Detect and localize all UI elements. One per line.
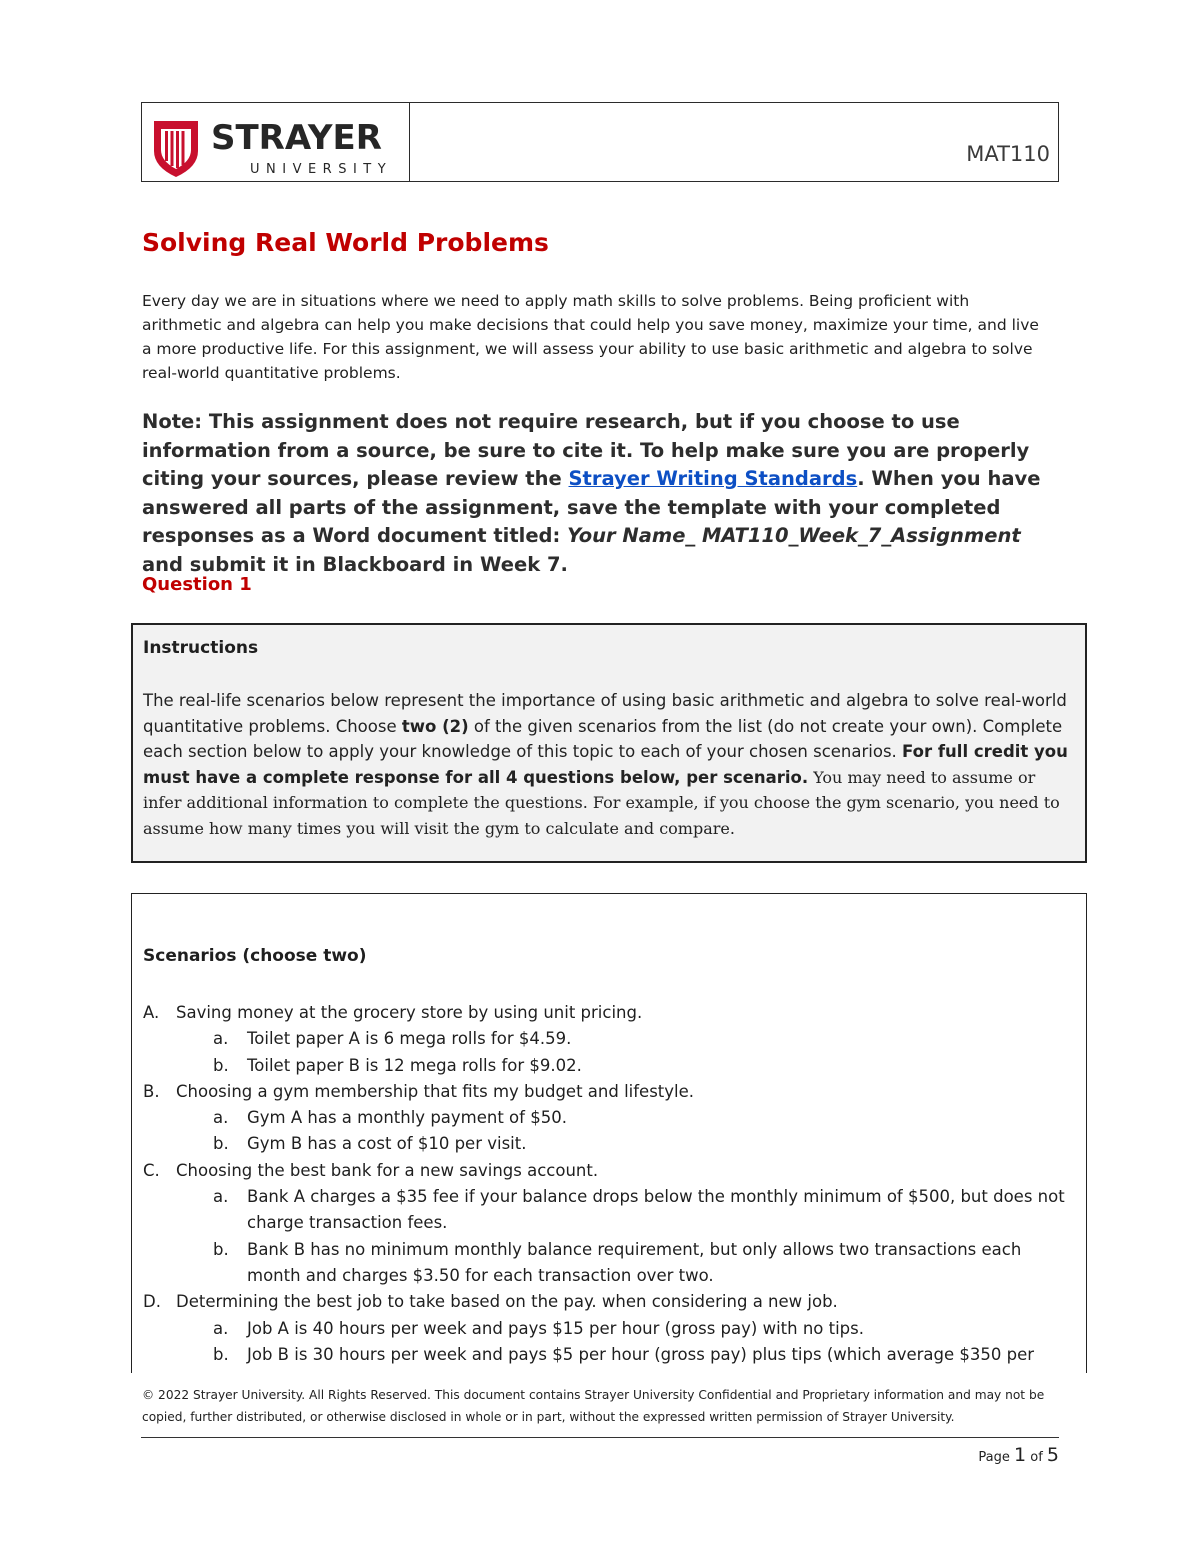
page-word: Page xyxy=(978,1450,1010,1465)
instructions-text-3: You may need to assume or infer additional information to complete the questions. For example, if you choose the gym scenario, you need to assume how many times you will visit the gym to calculate and compare. xyxy=(143,767,1060,838)
list-item xyxy=(143,1079,1078,1105)
header-divider xyxy=(409,102,410,182)
sub-list-item xyxy=(143,1131,1078,1157)
list-item xyxy=(143,1158,1078,1184)
sub-list-item xyxy=(143,1342,1078,1366)
page-title: Solving Real World Problems xyxy=(142,228,549,257)
item-text: Choosing the best bank for a new savings account. xyxy=(176,1160,599,1180)
item-text: Choosing a gym membership that fits my budget and lifestyle. xyxy=(176,1081,695,1101)
scenarios-list xyxy=(143,1000,1078,1366)
item-label: b. xyxy=(213,1055,229,1075)
item-label: a. xyxy=(213,1187,229,1207)
page-current: 1 xyxy=(1014,1444,1027,1466)
course-code: MAT110 xyxy=(966,142,1050,166)
instructions-body xyxy=(143,688,1073,841)
note-filename: Your Name_ MAT110_Week_7_Assignment xyxy=(567,524,1021,547)
shield-icon xyxy=(150,117,400,179)
item-text: Gym A has a monthly payment of $50. xyxy=(247,1108,567,1128)
sub-list-item xyxy=(143,1316,1078,1342)
item-label: a. xyxy=(213,1318,229,1338)
page-number xyxy=(978,1444,1059,1466)
question-heading: Question 1 xyxy=(142,574,252,595)
note-paragraph xyxy=(142,408,1067,579)
list-item xyxy=(143,1000,1078,1026)
footer-divider xyxy=(141,1437,1059,1438)
item-text: Saving money at the grocery store by using unit pricing. xyxy=(176,1003,643,1022)
note-text-1: Note: This assignment does not require research, but if you choose to use information from a source, be sure to cite it. To help make sure you are properly citing your sources, please review the xyxy=(142,410,1030,490)
item-text: Determining the best job to take based on the pay. when considering a new job. xyxy=(176,1292,838,1312)
item-label: A. xyxy=(143,1003,160,1022)
page-of: of xyxy=(1030,1450,1043,1465)
note-text-3: and submit it in Blackboard in Week 7. xyxy=(142,552,568,576)
intro-paragraph: Every day we are in situations where we need to apply math skills to solve problems. Being proficient with arithmetic and algebra can help you make decisions that could help you save money, maximize your time, and live a more productive life. For this assignment, we will assess your ability to use basic arithmetic and algebra to solve real-world quantitative problems. xyxy=(142,292,1039,382)
instructions-text-1: The real-life scenarios below represent the importance of using basic arithmetic and algebra to solve real-world quantitative problems. Choose xyxy=(143,691,1067,736)
item-text: Toilet paper A is 6 mega rolls for $4.59. xyxy=(247,1029,572,1049)
note-text-2: . When you have answered all parts of the assignment, save the template with your completed responses as a Word document titled: xyxy=(142,467,1041,547)
logo-wordmark: STRAYER xyxy=(211,118,382,158)
scenarios-heading: Scenarios (choose two) xyxy=(143,946,367,966)
item-label: b. xyxy=(213,1239,229,1259)
page-total: 5 xyxy=(1046,1444,1059,1466)
item-text: Gym B has a cost of $10 per visit. xyxy=(247,1134,527,1154)
item-text: Job B is 30 hours per week and pays $5 per hour (gross pay) plus tips (which average $350 per xyxy=(247,1344,1035,1364)
logo-subtitle: UNIVERSITY xyxy=(250,162,393,177)
item-text: Bank A charges a $35 fee if your balance drops below the monthly minimum of $500, but does not charge transaction fees. xyxy=(247,1187,1065,1233)
list-item xyxy=(143,1289,1078,1315)
copyright-notice: © 2022 Strayer University. All Rights Reserved. This document contains Strayer University Confidential and Proprietary information and may not be copied, further distributed, or otherwise disclosed in whole or in part, without the expressed written permission of Strayer University. xyxy=(142,1388,1045,1424)
instructions-bold-credit: For full credit you must have a complete response for all 4 questions below, per scenario. xyxy=(143,742,1068,787)
item-label: b. xyxy=(213,1344,229,1364)
strayer-logo xyxy=(150,117,400,179)
item-label: D. xyxy=(143,1292,161,1312)
item-label: a. xyxy=(213,1029,229,1049)
instructions-text-2: of the given scenarios from the list (do not create your own). Complete each section below to apply your knowledge of this topic to each of your chosen scenarios. xyxy=(143,716,1063,761)
writing-standards-link[interactable]: Strayer Writing Standards xyxy=(568,467,858,490)
instructions-heading: Instructions xyxy=(143,638,259,658)
sub-list-item xyxy=(143,1105,1078,1131)
sub-list-item xyxy=(143,1053,1078,1079)
item-text: Job A is 40 hours per week and pays $15 per hour (gross pay) with no tips. xyxy=(247,1318,864,1338)
instructions-bold-two: two (2) xyxy=(401,716,469,736)
item-label: a. xyxy=(213,1108,229,1128)
item-label: b. xyxy=(213,1134,229,1154)
sub-list-item xyxy=(143,1184,1078,1237)
item-text: Toilet paper B is 12 mega rolls for $9.02. xyxy=(247,1055,582,1075)
item-text: Bank B has no minimum monthly balance requirement, but only allows two transactions each month and charges $3.50 for each transaction over two. xyxy=(247,1239,1022,1285)
sub-list-item xyxy=(143,1237,1078,1290)
item-label: C. xyxy=(143,1160,160,1180)
item-label: B. xyxy=(143,1081,160,1101)
sub-list-item xyxy=(143,1026,1078,1052)
